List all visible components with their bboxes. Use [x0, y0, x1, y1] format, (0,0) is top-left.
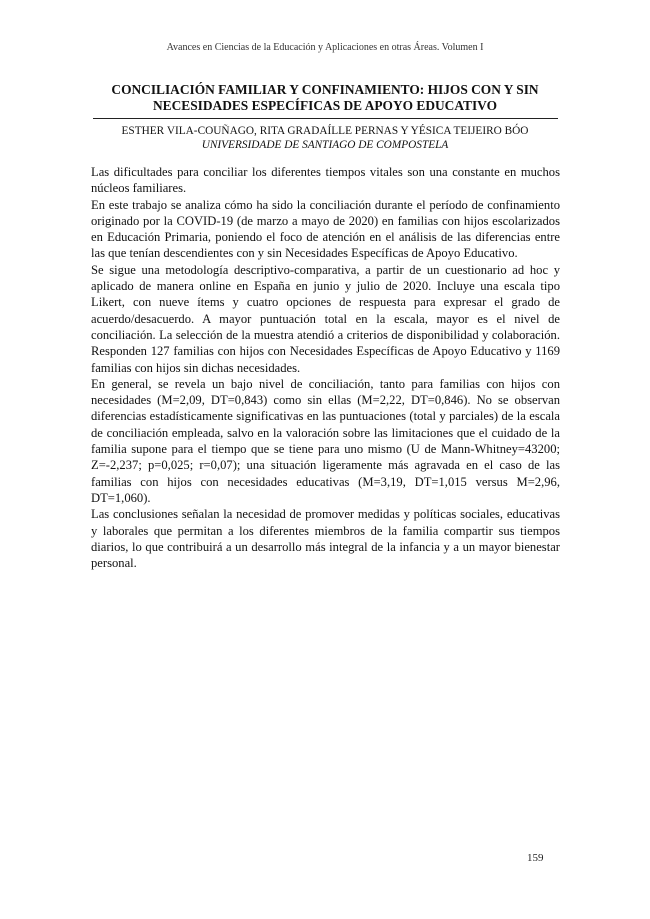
page-number: 159	[527, 852, 544, 864]
abstract-paragraph: Las dificultades para conciliar los diferentes tiempos vitales son una constante en muchos núcleos familiares.	[91, 165, 560, 196]
article-title	[110, 82, 540, 114]
article-title-line: CONCILIACIÓN FAMILIAR Y CONFINAMIENTO: HIJOS CON Y SIN	[111, 82, 539, 97]
abstract-paragraph: Las conclusiones señalan la necesidad de promover medidas y políticas sociales, educativas y laborales que permitan a los diferentes miembros de la familia compartir sus tiempos diarios, lo que contribuirá a un desarrollo más integral de la infancia y a un mayor bienestar personal.	[91, 507, 560, 571]
author-affiliation: UNIVERSIDADE DE SANTIAGO DE COMPOSTELA	[201, 139, 449, 151]
abstract-paragraph: En general, se revela un bajo nivel de conciliación, tanto para familias con hijos con necesidades (M=2,09, DT=0,843) como sin ellas (M=2,22, DT=0,846). No se observan diferencias estadísticamente significativas en las puntuaciones (total y parciales) de la escala de conciliación empleada, salvo en la valoración sobre las limitaciones que el cuidado de la familia supone para el tiempo que se tiene para uno mismo (U de Mann-Whitney=43200; Z=-2,237; p=0,025; r=0,07); una situación ligeramente más agravada en el caso de las familias con hijos con necesidades educativas (M=3,19, DT=1,015 versus M=2,96, DT=1,060).	[91, 376, 560, 505]
abstract-body	[91, 164, 560, 571]
author-block	[80, 124, 570, 152]
running-header: Avances en Ciencias de la Educación y Aplicaciones en otras Áreas. Volumen I	[166, 42, 484, 53]
abstract-paragraph: En este trabajo se analiza cómo ha sido la conciliación durante el período de confinamiento originado por la COVID-19 (de marzo a mayo de 2020) en familias con hijos escolarizados en Educación Primaria, poniendo el foco de atención en el análisis de las diferencias entre las que tenían descendientes con y sin Necesidades Específicas de Apoyo Educativo.	[91, 197, 560, 261]
article-title-line: NECESIDADES ESPECÍFICAS DE APOYO EDUCATIVO	[153, 98, 497, 113]
title-divider	[93, 118, 558, 119]
author-names: ESTHER VILA-COUÑAGO, RITA GRADAÍLLE PERNAS Y YÉSICA TEIJEIRO BÓO	[121, 125, 529, 137]
abstract-paragraph: Se sigue una metodología descriptivo-comparativa, a partir de un cuestionario ad hoc y aplicado de manera online en España en junio y julio de 2020. Incluye una escala tipo Likert, con nueve ítems y cuatro opciones de respuesta para expresar el grado de acuerdo/desacuerdo. A mayor puntuación total en la escala, mayor es el nivel de conciliación. La selección de la muestra atendió a criterios de disponibilidad y colaboración. Responden 127 familias con hijos con Necesidades Específicas de Apoyo Educativo y 1169 familias con hijos sin dichas necesidades.	[91, 262, 560, 375]
